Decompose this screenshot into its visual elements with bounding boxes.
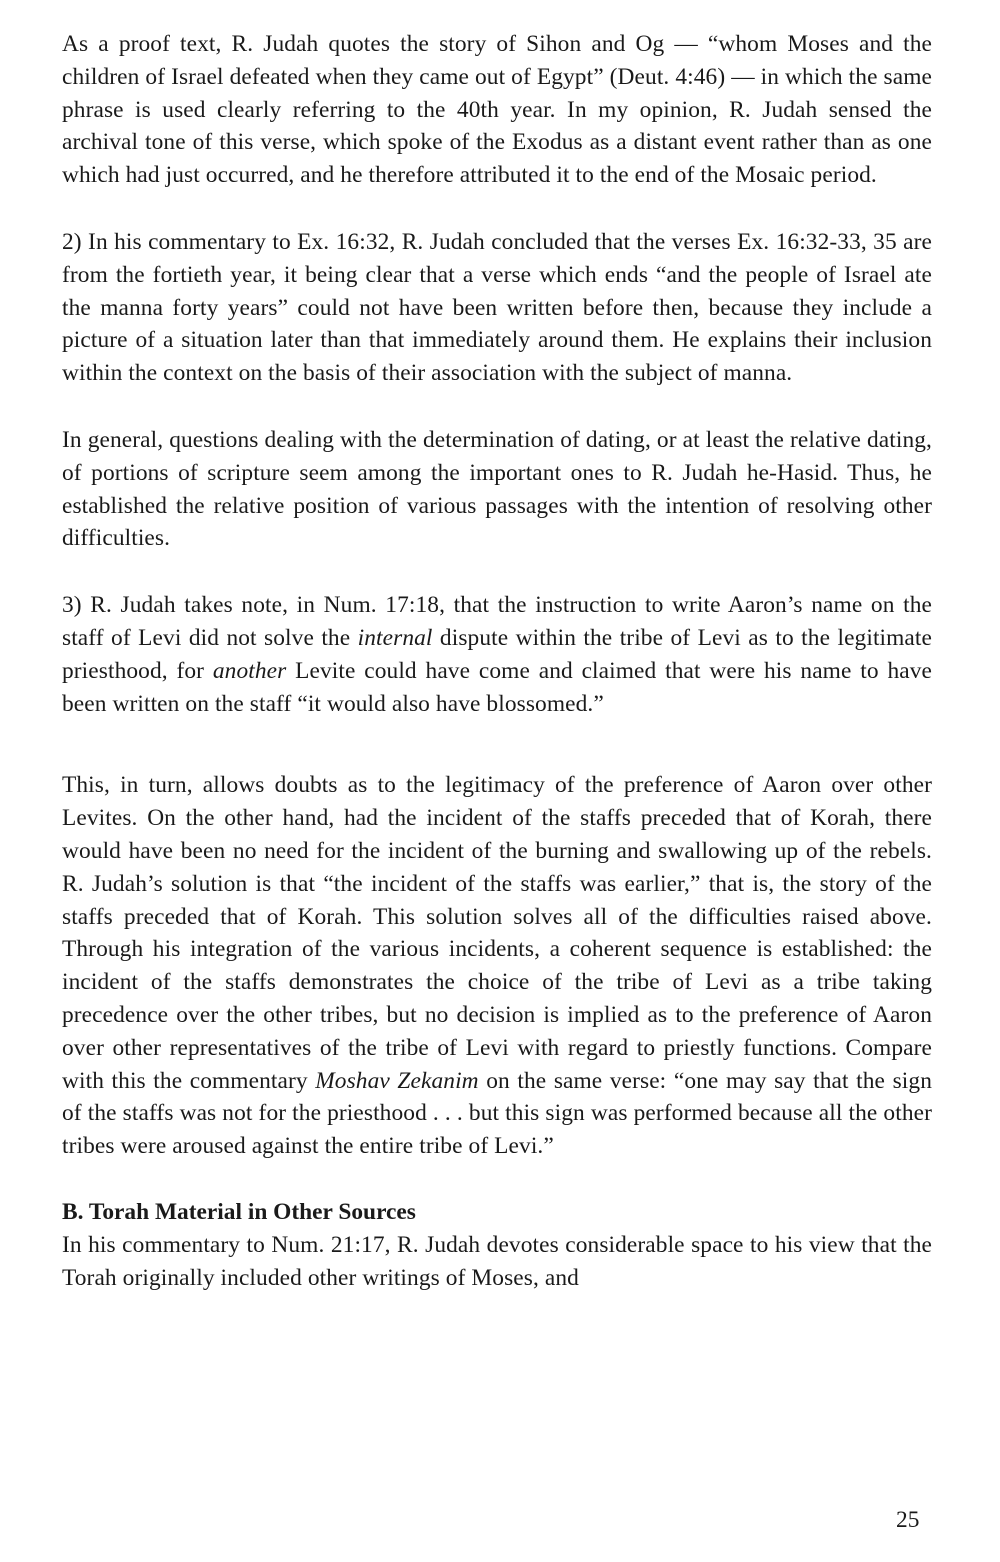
page-body [62,28,932,1294]
italic-term-internal: internal [357,624,433,651]
paragraph-text: This, in turn, allows doubts as to the legitimacy of the preference of Aaron over other Levites. On the other hand, had the incident of the staffs preceded that of Korah, there would have been no need for the incident of the burning and swallowing up of the rebels. R. Judah’s solution is that “the incident of the staffs was earlier,” that is, the story of the staffs preceded that of Korah. This solution solves all of the difficulties raised above. Through his integration of the various incidents, a coherent sequence is established: the incident of the staffs demonstrates the choice of the tribe of Levi as a tribe taking precedence over the other tribes, but no decision is implied as to the preference of Aaron over other representatives of the tribe of Levi with regard to priestly functions. Compare with this the commentary [62,772,932,1094]
paragraph-text: In his commentary to Num. 21:17, R. Judah devotes considerable space to his view that the Torah originally included other writings of Moses, and [62,1231,932,1291]
section-heading: B. Torah Material in Other Sources [62,1198,416,1225]
italic-term-another: another [212,657,287,684]
paragraph-text: 2) In his commentary to Ex. 16:32, R. Judah concluded that the verses Ex. 16:32-33, 35 are from the fortieth year, it being clear that a verse which ends “and the people of Israel ate the manna forty years” could not have been written before then, because they include a picture of a situation later than that immediately around them. He explains their inclusion within the context on the basis of their association with the subject of manna. [62,228,932,387]
paragraph-text: In general, questions dealing with the determination of dating, or at least the relative dating, of portions of scripture seem among the important ones to R. Judah he-Hasid. Thus, he established the relative position of various passages with the intention of resolving other difficulties. [62,426,932,552]
paragraph-text: 3) R. Judah takes note, in Num. 17:18, that the instruction to write Aaron’s name on the staff of Levi did not solve the [62,592,932,651]
page-number: 25 [896,1507,920,1533]
paragraph-staff-of-levi [62,589,932,720]
paragraph-dating [62,424,932,555]
paragraph-korah [62,769,932,1163]
paragraph-torah-material [62,1229,932,1295]
paragraph-text: on the same verse: “one may say that the sign of the staffs was not for the priesthood . . . but this sign was performed because all the other tribes were aroused against the entire tribe of Levi.” [62,1067,932,1160]
paragraph-sihon-og [62,28,932,192]
italic-title-moshav-zekanim: Moshav Zekanim [315,1067,479,1094]
paragraph-text: dispute within the tribe of Levi as to the legitimate priesthood, for [62,624,932,684]
paragraph-text: As a proof text, R. Judah quotes the story of Sihon and Og — “whom Moses and the children of Israel defeated when they came out of Egypt” (Deut. 4:46) — in which the same phrase is used clearly referring to the 40th year. In my opinion, R. Judah sensed the archival tone of this verse, which spoke of the Exodus as a distant event rather than as one which had just occurred, and he therefore attributed it to the end of the Mosaic period. [62,31,932,189]
paragraph-text: Levite could have come and claimed that were his name to have been written on the staff “it would also have blossomed.” [62,657,932,717]
paragraph-manna [62,226,932,390]
